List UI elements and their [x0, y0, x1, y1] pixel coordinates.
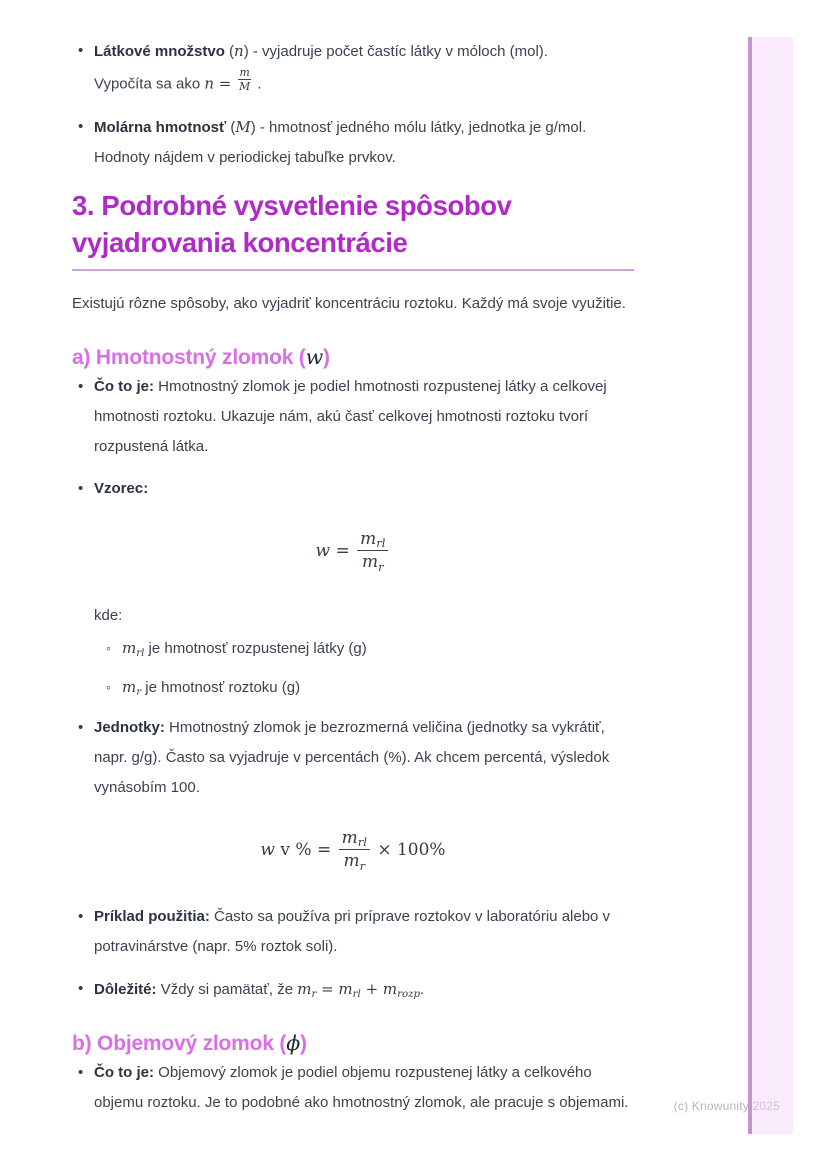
bullet-vzorec: • Vzorec:	[94, 474, 634, 504]
formula-mass-fraction: w = $\frac{m_{rl}}{m_r}$	[72, 516, 634, 587]
kde-definitions	[72, 603, 634, 703]
usage-bullet-list	[72, 902, 634, 1005]
bullet-jednotky: • Jednotky: Hmotnostný zlomok je bezrozmerná veličina (jednotky sa vykrátiť, napr. g/g). Často sa vyjadruje v percentách (%). Ak chcem percentá, výsledok vynásobím 100.	[94, 713, 634, 803]
bullet-priklad-pouzitia: • Príklad použitia: Často sa používa pri príprave roztokov v laboratóriu alebo v potravinárstve (napr. 5% roztok soli).	[94, 902, 634, 962]
page-edge-highlight-bar	[748, 37, 793, 1134]
bullet-latkove-mnozstvo: • Látkové množstvo (n) - vyjadruje počet častíc látky v móloch (mol). Vypočíta sa ako n = $\frac{m}{M}$ .	[94, 36, 634, 100]
heading-underline-rule	[72, 269, 634, 271]
subsection-b-heading: b) Objemový zlomok (ϕ)	[72, 1030, 307, 1055]
formula-mass-fraction-percent: w v % = $\frac{m_{rl}}{m_r}$ × 100%	[260, 827, 446, 873]
bullet-dolezite: • Dôležité: Vždy si pamätať, že $m_r = m_{rl} + m_{rozp}$.	[94, 974, 634, 1005]
kde-sublist	[94, 633, 634, 703]
bullet-co-to-je-a: • Čo to je: Hmotnostný zlomok je podiel hmotnosti rozpustenej látky a celkovej hmotnosti roztoku. Ukazuje nám, akú časť celkovej hmotnosti roztoku tvorí rozpustená látka.	[94, 372, 634, 462]
subsection-a-heading: a) Hmotnostný zlomok (w)	[72, 344, 330, 369]
kde-label: kde:	[94, 606, 123, 624]
bullet-molarna-hmotnost: • Molárna hmotnosť (M) - hmotnosť jedného mólu látky, jednotka je g/mol. Hodnoty nájdem v periodickej tabuľke prvkov.	[94, 112, 634, 173]
bullet-co-to-je-b: • Čo to je: Objemový zlomok je podiel objemu rozpustenej látky a celkového objemu roztoku. Je to podobné ako hmotnostný zlomok, ale pracuje s objemami.	[94, 1058, 634, 1118]
fraction: $\frac{m_{rl}}{m_r}$	[339, 829, 370, 872]
kde-item-mr: ◦ $m_r$ je hmotnosť roztoku (g)	[122, 672, 634, 703]
document-content	[72, 36, 634, 1118]
kde-item-mrl: ◦ $m_{rl}$ je hmotnosť rozpustenej látky (g)	[122, 633, 634, 664]
section-3-heading: 3. Podrobné vysvetlenie spôsobov vyjadrovania koncentrácie	[72, 189, 512, 258]
intro-paragraph: Existujú rôzne spôsoby, ako vyjadriť koncentráciu roztoku. Každý má svoje využitie.	[72, 294, 626, 312]
fraction: $\frac{m}{M}$	[239, 66, 251, 94]
section-b-bullet-list	[72, 1058, 634, 1118]
intro-bullet-list	[72, 36, 634, 173]
jednotky-bullet-list	[72, 713, 634, 803]
section-a-bullet-list	[72, 372, 634, 504]
watermark: (c) Knowunity 2025	[673, 1099, 780, 1113]
fraction: $\frac{m_{rl}}{m_r}$	[357, 530, 388, 573]
